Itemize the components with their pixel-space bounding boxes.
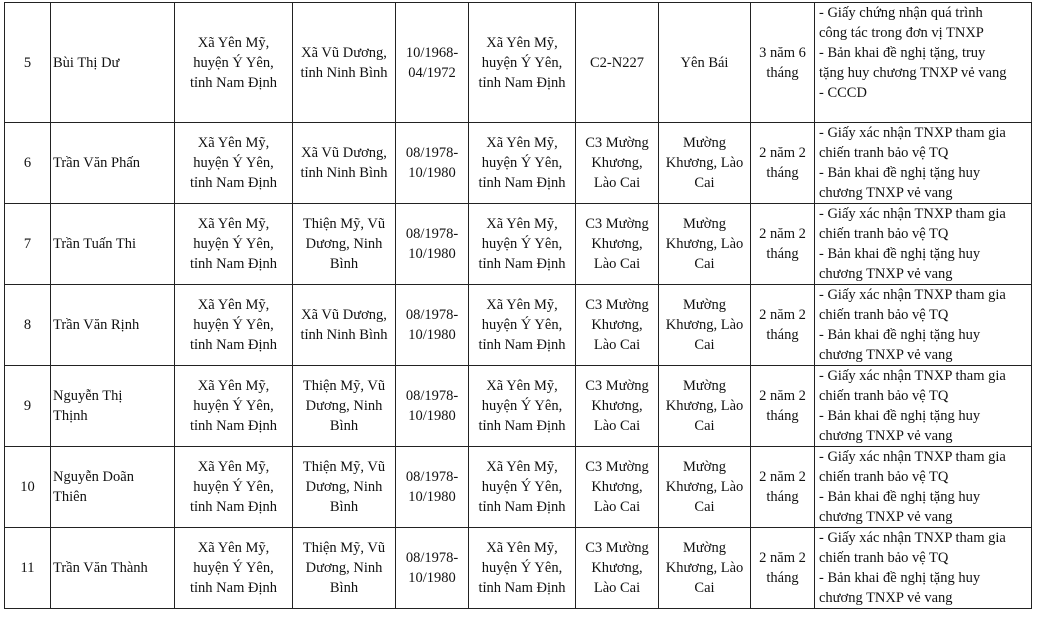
- cell-unit-line: Khương,: [591, 398, 643, 414]
- cell-current-residence-line: Xã Yên Mỹ,: [486, 459, 558, 475]
- cell-full-name: [51, 285, 175, 366]
- cell-enlist-place: [293, 285, 396, 366]
- cell-duration-line: 2 năm 2: [759, 226, 806, 242]
- cell-current-residence-line: huyện Ý Yên,: [481, 398, 563, 414]
- cell-work-place-line: Khương, Lào: [665, 317, 744, 333]
- cell-enlist-place-line: Bình: [329, 499, 359, 515]
- table-row: [5, 528, 1032, 609]
- cell-current-residence-line: huyện Ý Yên,: [481, 317, 563, 333]
- cell-current-residence: [469, 528, 576, 609]
- cell-hometown-line: huyện Ý Yên,: [193, 54, 274, 71]
- cell-enlist-place-line: Xã Vũ Dương,: [301, 145, 387, 161]
- cell-documents-line: - Giấy chứng nhận quá trình: [819, 5, 983, 21]
- cell-unit-line: Khương,: [591, 155, 643, 171]
- cell-work-place-line: Cai: [694, 175, 715, 191]
- cell-stt: 6: [5, 123, 51, 204]
- cell-current-residence-line: tỉnh Nam Định: [478, 499, 566, 515]
- cell-unit: [576, 3, 659, 123]
- cell-documents-line: chương TNXP vẻ vang: [819, 266, 953, 282]
- cell-unit: [576, 366, 659, 447]
- cell-hometown: [175, 447, 293, 528]
- cell-enlist-place-line: Bình: [329, 418, 359, 434]
- cell-work-place-line: Mường: [683, 297, 726, 313]
- cell-full-name: [51, 447, 175, 528]
- cell-duration: [751, 204, 815, 285]
- cell-stt: 11: [5, 528, 51, 609]
- cell-duration-line: tháng: [766, 408, 799, 424]
- cell-hometown-line: Xã Yên Mỹ,: [197, 378, 270, 394]
- cell-documents-line: - Bản khai đề nghị tặng huy: [819, 165, 981, 181]
- cell-duration-line: tháng: [766, 570, 799, 586]
- cell-duration-line: 2 năm 2: [759, 469, 806, 485]
- cell-hometown-line: tỉnh Nam Định: [190, 418, 277, 434]
- cell-current-residence-line: tỉnh Nam Định: [478, 337, 566, 353]
- cell-full-name-line: Bùi Thị Dư: [53, 54, 120, 71]
- cell-work-place-line: Khương, Lào: [665, 479, 744, 495]
- cell-unit: [576, 528, 659, 609]
- cell-enlist-place-line: Thiện Mỹ, Vũ: [302, 378, 386, 394]
- cell-hometown-line: tỉnh Nam Định: [190, 175, 277, 191]
- cell-full-name: [51, 123, 175, 204]
- cell-service-period-line: 08/1978-: [405, 469, 459, 485]
- cell-work-place: [659, 204, 751, 285]
- cell-unit-line: Lào Cai: [593, 499, 641, 515]
- cell-unit: [576, 204, 659, 285]
- table-row: [5, 366, 1032, 447]
- cell-duration: [751, 3, 815, 123]
- cell-enlist-place-line: tỉnh Ninh Bình: [300, 64, 388, 81]
- cell-stt: 9: [5, 366, 51, 447]
- cell-documents-line: - Giấy xác nhận TNXP tham gia: [819, 125, 1006, 141]
- cell-duration-line: 2 năm 2: [759, 145, 806, 161]
- cell-hometown-line: tỉnh Nam Định: [190, 580, 277, 596]
- cell-enlist-place-line: Dương, Ninh: [305, 560, 383, 576]
- cell-documents-line: - Bản khai đề nghị tặng huy: [819, 570, 981, 586]
- cell-current-residence-line: Xã Yên Mỹ,: [486, 216, 558, 232]
- cell-unit-line: Khương,: [591, 236, 643, 252]
- table-row: [5, 285, 1032, 366]
- cell-duration-line: 2 năm 2: [759, 388, 806, 404]
- cell-unit-line: Lào Cai: [593, 175, 641, 191]
- cell-enlist-place-line: Bình: [329, 256, 359, 272]
- cell-enlist-place-line: Dương, Ninh: [305, 398, 383, 414]
- cell-enlist-place-line: Dương, Ninh: [305, 236, 383, 252]
- cell-hometown-line: huyện Ý Yên,: [193, 479, 274, 495]
- cell-full-name-line: Trần Văn Thành: [53, 560, 148, 576]
- cell-duration: [751, 366, 815, 447]
- cell-service-period: [396, 447, 469, 528]
- cell-documents-line: chiến tranh bảo vệ TQ: [819, 550, 949, 566]
- cell-hometown-line: huyện Ý Yên,: [193, 317, 274, 333]
- cell-documents-line: chương TNXP vẻ vang: [819, 428, 953, 444]
- cell-unit-line: Lào Cai: [593, 256, 641, 272]
- cell-service-period: [396, 285, 469, 366]
- cell-unit-line: C2-N227: [590, 54, 644, 71]
- cell-hometown-line: Xã Yên Mỹ,: [197, 297, 270, 313]
- cell-work-place-line: Mường: [683, 459, 726, 475]
- cell-duration: [751, 447, 815, 528]
- cell-documents-line: - Giấy xác nhận TNXP tham gia: [819, 206, 1006, 222]
- cell-duration-line: 3 năm 6: [759, 44, 806, 61]
- cell-full-name: [51, 528, 175, 609]
- cell-unit-line: Lào Cai: [593, 580, 641, 596]
- cell-work-place-line: Khương, Lào: [665, 560, 744, 576]
- cell-current-residence-line: tỉnh Nam Định: [478, 74, 566, 91]
- cell-work-place-line: Mường: [683, 216, 726, 232]
- cell-enlist-place: [293, 447, 396, 528]
- cell-documents-line: chương TNXP vẻ vang: [819, 509, 953, 525]
- cell-enlist-place-line: tỉnh Ninh Bình: [300, 165, 388, 181]
- cell-service-period-line: 10/1980: [408, 165, 456, 181]
- cell-work-place-line: Cai: [694, 499, 715, 515]
- cell-service-period-line: 10/1980: [408, 408, 456, 424]
- cell-unit-line: Lào Cai: [593, 337, 641, 353]
- cell-full-name-line: Trần Văn Rịnh: [53, 317, 140, 333]
- cell-service-period-line: 10/1980: [408, 489, 456, 505]
- cell-unit-line: Lào Cai: [593, 418, 641, 434]
- cell-documents-line: chiến tranh bảo vệ TQ: [819, 145, 949, 161]
- cell-service-period: [396, 204, 469, 285]
- cell-work-place: [659, 3, 751, 123]
- cell-current-residence-line: Xã Yên Mỹ,: [486, 34, 558, 51]
- cell-service-period: [396, 3, 469, 123]
- cell-unit-line: C3 Mường: [585, 135, 649, 151]
- cell-stt: 8: [5, 285, 51, 366]
- cell-work-place-line: Cai: [694, 418, 715, 434]
- cell-work-place-line: Mường: [683, 540, 726, 556]
- cell-documents-line: chương TNXP vẻ vang: [819, 590, 953, 606]
- cell-hometown-line: tỉnh Nam Định: [190, 256, 277, 272]
- cell-hometown: [175, 123, 293, 204]
- cell-work-place: [659, 447, 751, 528]
- cell-enlist-place-line: Xã Vũ Dương,: [301, 44, 387, 61]
- cell-current-residence-line: huyện Ý Yên,: [481, 236, 563, 252]
- cell-unit-line: C3 Mường: [585, 297, 649, 313]
- cell-documents-line: - Giấy xác nhận TNXP tham gia: [819, 449, 1006, 465]
- cell-service-period: [396, 366, 469, 447]
- cell-service-period-line: 08/1978-: [405, 550, 459, 566]
- cell-hometown-line: Xã Yên Mỹ,: [197, 34, 270, 51]
- cell-hometown: [175, 3, 293, 123]
- cell-documents-line: - CCCD: [819, 85, 867, 101]
- cell-full-name: [51, 3, 175, 123]
- cell-documents-line: - Bản khai đề nghị tặng huy: [819, 246, 981, 262]
- cell-unit: [576, 285, 659, 366]
- cell-service-period: [396, 528, 469, 609]
- cell-work-place-line: Cai: [694, 337, 715, 353]
- cell-enlist-place: [293, 123, 396, 204]
- cell-work-place: [659, 123, 751, 204]
- cell-service-period-line: 10/1968-: [405, 44, 459, 61]
- cell-current-residence: [469, 447, 576, 528]
- cell-service-period-line: 04/1972: [408, 64, 456, 81]
- cell-documents-line: - Bản khai đề nghị tặng, truy: [819, 45, 986, 61]
- cell-work-place-line: Cai: [694, 580, 715, 596]
- cell-enlist-place-line: Dương, Ninh: [305, 479, 383, 495]
- table-row: [5, 447, 1032, 528]
- cell-unit-line: C3 Mường: [585, 378, 649, 394]
- cell-current-residence-line: huyện Ý Yên,: [481, 155, 563, 171]
- cell-full-name-line: Thịnh: [53, 408, 88, 424]
- cell-unit-line: C3 Mường: [585, 459, 649, 475]
- cell-stt: 5: [5, 3, 51, 123]
- cell-duration-line: 2 năm 2: [759, 550, 806, 566]
- cell-current-residence: [469, 204, 576, 285]
- cell-hometown: [175, 204, 293, 285]
- records-table: [4, 2, 1032, 609]
- cell-current-residence: [469, 3, 576, 123]
- table-row: [5, 3, 1032, 123]
- cell-service-period-line: 08/1978-: [405, 307, 459, 323]
- cell-work-place-line: Khương, Lào: [665, 236, 744, 252]
- cell-hometown: [175, 528, 293, 609]
- cell-documents-line: công tác trong đơn vị TNXP: [819, 25, 984, 41]
- records-table-container: [4, 2, 1031, 609]
- cell-hometown-line: Xã Yên Mỹ,: [197, 540, 270, 556]
- cell-enlist-place-line: Thiện Mỹ, Vũ: [302, 216, 386, 232]
- cell-full-name-line: Trần Văn Phấn: [53, 155, 141, 171]
- records-table-body: [5, 3, 1032, 609]
- cell-duration: [751, 528, 815, 609]
- cell-current-residence-line: tỉnh Nam Định: [478, 256, 566, 272]
- table-row: [5, 123, 1032, 204]
- cell-current-residence-line: Xã Yên Mỹ,: [486, 378, 558, 394]
- cell-work-place: [659, 528, 751, 609]
- cell-unit: [576, 123, 659, 204]
- cell-documents-line: - Giấy xác nhận TNXP tham gia: [819, 287, 1006, 303]
- cell-documents-line: chiến tranh bảo vệ TQ: [819, 388, 949, 404]
- cell-documents-line: chương TNXP vẻ vang: [819, 185, 953, 201]
- cell-documents: [815, 366, 1032, 447]
- cell-stt: 10: [5, 447, 51, 528]
- cell-current-residence-line: Xã Yên Mỹ,: [486, 297, 558, 313]
- cell-documents-line: - Bản khai đề nghị tặng huy: [819, 489, 981, 505]
- cell-documents-line: chiến tranh bảo vệ TQ: [819, 226, 949, 242]
- cell-current-residence-line: Xã Yên Mỹ,: [486, 135, 558, 151]
- cell-documents-line: - Giấy xác nhận TNXP tham gia: [819, 530, 1006, 546]
- cell-enlist-place: [293, 3, 396, 123]
- cell-documents: [815, 285, 1032, 366]
- cell-enlist-place-line: Xã Vũ Dương,: [301, 307, 387, 323]
- cell-documents-line: - Bản khai đề nghị tặng huy: [819, 408, 981, 424]
- cell-documents: [815, 204, 1032, 285]
- cell-service-period-line: 10/1980: [408, 327, 456, 343]
- cell-current-residence-line: Xã Yên Mỹ,: [486, 540, 558, 556]
- cell-enlist-place-line: Thiện Mỹ, Vũ: [302, 459, 386, 475]
- cell-documents: [815, 528, 1032, 609]
- cell-current-residence-line: tỉnh Nam Định: [478, 175, 566, 191]
- cell-unit-line: C3 Mường: [585, 216, 649, 232]
- cell-duration-line: tháng: [766, 489, 799, 505]
- cell-documents-line: chiến tranh bảo vệ TQ: [819, 469, 949, 485]
- cell-full-name: [51, 204, 175, 285]
- cell-hometown-line: tỉnh Nam Định: [190, 337, 277, 353]
- cell-unit-line: Khương,: [591, 317, 643, 333]
- cell-service-period-line: 08/1978-: [405, 388, 459, 404]
- cell-full-name-line: Nguyễn Doãn: [53, 469, 134, 485]
- cell-enlist-place: [293, 528, 396, 609]
- cell-hometown-line: huyện Ý Yên,: [193, 560, 274, 576]
- cell-duration-line: 2 năm 2: [759, 307, 806, 323]
- cell-hometown-line: huyện Ý Yên,: [193, 236, 274, 252]
- cell-work-place-line: Mường: [683, 378, 726, 394]
- cell-documents-line: - Bản khai đề nghị tặng huy: [819, 327, 981, 343]
- cell-hometown-line: huyện Ý Yên,: [193, 398, 274, 414]
- cell-enlist-place: [293, 204, 396, 285]
- cell-current-residence-line: tỉnh Nam Định: [478, 580, 566, 596]
- cell-hometown: [175, 366, 293, 447]
- cell-documents-line: - Giấy xác nhận TNXP tham gia: [819, 368, 1006, 384]
- cell-current-residence-line: huyện Ý Yên,: [481, 479, 563, 495]
- cell-work-place-line: Khương, Lào: [665, 155, 744, 171]
- cell-hometown-line: huyện Ý Yên,: [193, 155, 274, 171]
- cell-service-period-line: 08/1978-: [405, 226, 459, 242]
- cell-current-residence-line: huyện Ý Yên,: [481, 54, 563, 71]
- cell-hometown-line: Xã Yên Mỹ,: [197, 135, 270, 151]
- cell-enlist-place-line: Bình: [329, 580, 359, 596]
- cell-documents: [815, 447, 1032, 528]
- cell-documents-line: chương TNXP vẻ vang: [819, 347, 953, 363]
- cell-current-residence: [469, 285, 576, 366]
- table-row: [5, 204, 1032, 285]
- cell-unit-line: Khương,: [591, 560, 643, 576]
- cell-service-period: [396, 123, 469, 204]
- cell-duration-line: tháng: [766, 165, 799, 181]
- cell-enlist-place-line: Thiện Mỹ, Vũ: [302, 540, 386, 556]
- cell-current-residence: [469, 366, 576, 447]
- cell-service-period-line: 08/1978-: [405, 145, 459, 161]
- cell-hometown-line: Xã Yên Mỹ,: [197, 459, 270, 475]
- cell-hometown-line: Xã Yên Mỹ,: [197, 216, 270, 232]
- cell-enlist-place-line: tỉnh Ninh Bình: [300, 327, 388, 343]
- cell-work-place-line: Cai: [694, 256, 715, 272]
- cell-hometown-line: tỉnh Nam Định: [190, 74, 277, 91]
- cell-current-residence: [469, 123, 576, 204]
- cell-duration: [751, 123, 815, 204]
- cell-documents: [815, 3, 1032, 123]
- cell-full-name-line: Thiên: [53, 489, 87, 505]
- cell-duration: [751, 285, 815, 366]
- cell-work-place-line: Mường: [683, 135, 726, 151]
- cell-stt: 7: [5, 204, 51, 285]
- cell-work-place: [659, 366, 751, 447]
- cell-full-name-line: Nguyễn Thị: [53, 388, 123, 404]
- cell-work-place: [659, 285, 751, 366]
- cell-documents-line: tặng huy chương TNXP vẻ vang: [819, 65, 1007, 81]
- cell-current-residence-line: tỉnh Nam Định: [478, 418, 566, 434]
- cell-current-residence-line: huyện Ý Yên,: [481, 560, 563, 576]
- cell-service-period-line: 10/1980: [408, 570, 456, 586]
- cell-service-period-line: 10/1980: [408, 246, 456, 262]
- cell-unit-line: C3 Mường: [585, 540, 649, 556]
- cell-hometown: [175, 285, 293, 366]
- cell-unit-line: Khương,: [591, 479, 643, 495]
- cell-hometown-line: tỉnh Nam Định: [190, 499, 277, 515]
- cell-work-place-line: Khương, Lào: [665, 398, 744, 414]
- cell-unit: [576, 447, 659, 528]
- cell-work-place-line: Yên Bái: [680, 54, 729, 71]
- cell-documents: [815, 123, 1032, 204]
- cell-enlist-place: [293, 366, 396, 447]
- cell-full-name-line: Trần Tuấn Thi: [53, 236, 137, 252]
- cell-documents-line: chiến tranh bảo vệ TQ: [819, 307, 949, 323]
- cell-duration-line: tháng: [766, 64, 799, 81]
- cell-duration-line: tháng: [766, 327, 799, 343]
- cell-full-name: [51, 366, 175, 447]
- cell-duration-line: tháng: [766, 246, 799, 262]
